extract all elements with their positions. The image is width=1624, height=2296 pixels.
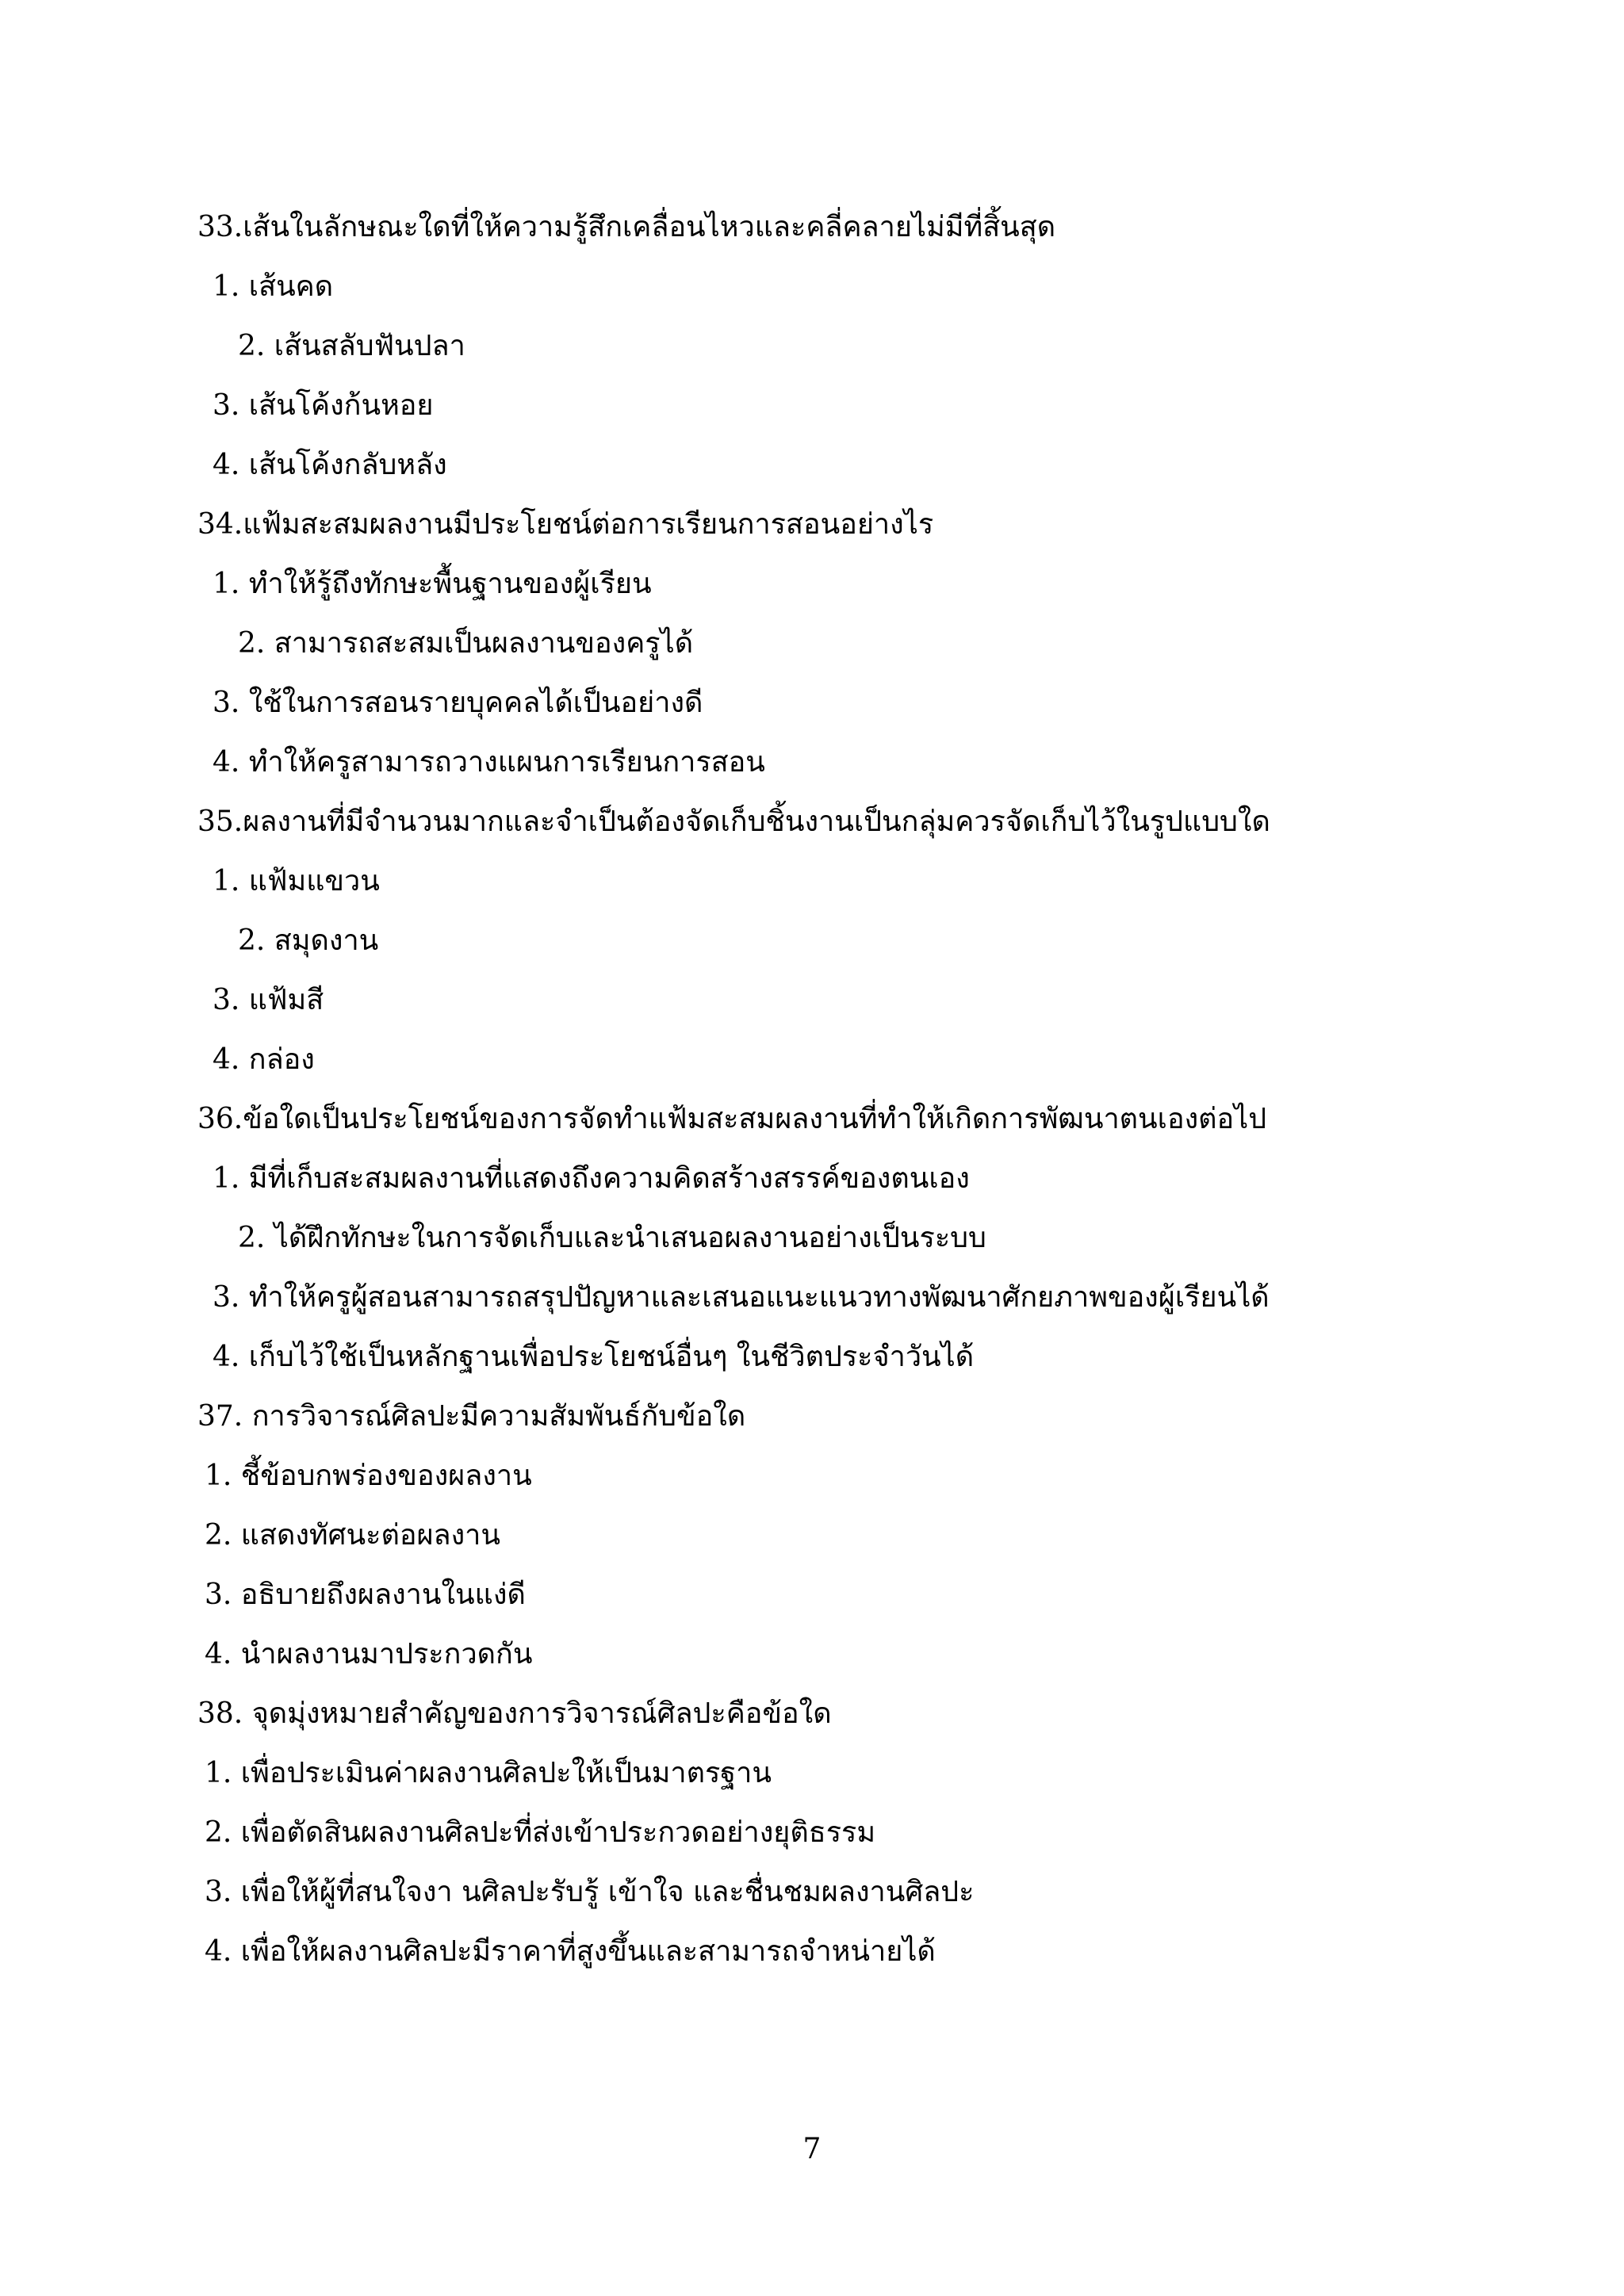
question-33-option-1: 1. เส้นคด [213,270,334,303]
question-38-option-3: 3. เพื่อให้ผู้ที่สนใจงา นศิลปะรับรู้ เข้าใจ และชื่นชมผลงานศิลปะ [205,1876,975,1908]
question-36-option-4: 4. เก็บไว้ใช้เป็นหลักฐานเพื่อประโยชน์อื่นๆ ในชีวิตประจำวันได้ [213,1341,975,1373]
question-33-option-3: 3. เส้นโค้งก้นหอย [213,389,434,422]
question-37-option-1: 1. ชี้ข้อบกพร่องของผลงาน [205,1460,532,1492]
question-33-option-2: 2. เส้นสลับฟันปลา [238,330,465,362]
question-37-option-4: 4. นำผลงานมาประกวดกัน [205,1638,533,1670]
question-37-option-3: 3. อธิบายถึงผลงานในแง่ดี [205,1578,526,1611]
question-34-stem: 34.แฟ้มสะสมผลงานมีประโยชน์ต่อการเรียนการสอนอย่างไร [197,508,934,541]
question-38-stem: 38. จุดมุ่งหมายสำคัญของการวิจารณ์ศิลปะคือข้อใด [197,1697,832,1730]
question-34-option-2: 2. สามารถสะสมเป็นผลงานของครูได้ [238,627,694,660]
question-33-option-4: 4. เส้นโค้งกลับหลัง [213,449,447,481]
question-38-option-4: 4. เพื่อให้ผลงานศิลปะมีราคาที่สูงขึ้นและสามารถจำหน่ายได้ [205,1935,936,1968]
question-37-option-2: 2. แสดงทัศนะต่อผลงาน [205,1519,501,1552]
question-35-option-3: 3. แฟ้มสี [213,984,324,1016]
question-35-option-2: 2. สมุดงาน [238,924,379,957]
question-35-option-1: 1. แฟ้มแขวน [213,865,380,897]
question-33-stem: 33.เส้นในลักษณะใดที่ให้ความรู้สึกเคลื่อนไหวและคลี่คลายไม่มีที่สิ้นสุด [197,211,1056,243]
question-34-option-3: 3. ใช้ในการสอนรายบุคคลได้เป็นอย่างดี [213,687,703,719]
question-35-option-4: 4. กล่อง [213,1043,315,1076]
question-37-stem: 37. การวิจารณ์ศิลปะมีความสัมพันธ์กับข้อใด [197,1400,746,1433]
question-36-option-3: 3. ทำให้ครูผู้สอนสามารถสรุปปัญหาและเสนอแนะแนวทางพัฒนาศักยภาพของผู้เรียนได้ [213,1281,1270,1314]
question-34-option-1: 1. ทำให้รู้ถึงทักษะพื้นฐานของผู้เรียน [213,568,652,600]
question-38-option-2: 2. เพื่อตัดสินผลงานศิลปะที่ส่งเข้าประกวดอย่างยุติธรรม [205,1816,876,1849]
question-38-option-1: 1. เพื่อประเมินค่าผลงานศิลปะให้เป็นมาตรฐาน [205,1757,772,1789]
question-36-option-2: 2. ได้ฝึกทักษะในการจัดเก็บและนำเสนอผลงานอย่างเป็นระบบ [238,1222,986,1254]
question-35-stem: 35.ผลงานที่มีจำนวนมากและจำเป็นต้องจัดเก็บชิ้นงานเป็นกลุ่มควรจัดเก็บไว้ในรูปแบบใด [197,806,1270,838]
page-number: 7 [802,2133,822,2165]
question-34-option-4: 4. ทำให้ครูสามารถวางแผนการเรียนการสอน [213,746,765,779]
question-36-option-1: 1. มีที่เก็บสะสมผลงานที่แสดงถึงความคิดสร้างสรรค์ของตนเอง [213,1162,970,1195]
question-36-stem: 36.ข้อใดเป็นประโยชน์ของการจัดทำแฟ้มสะสมผลงานที่ทำให้เกิดการพัฒนาตนเองต่อไป [197,1103,1267,1135]
